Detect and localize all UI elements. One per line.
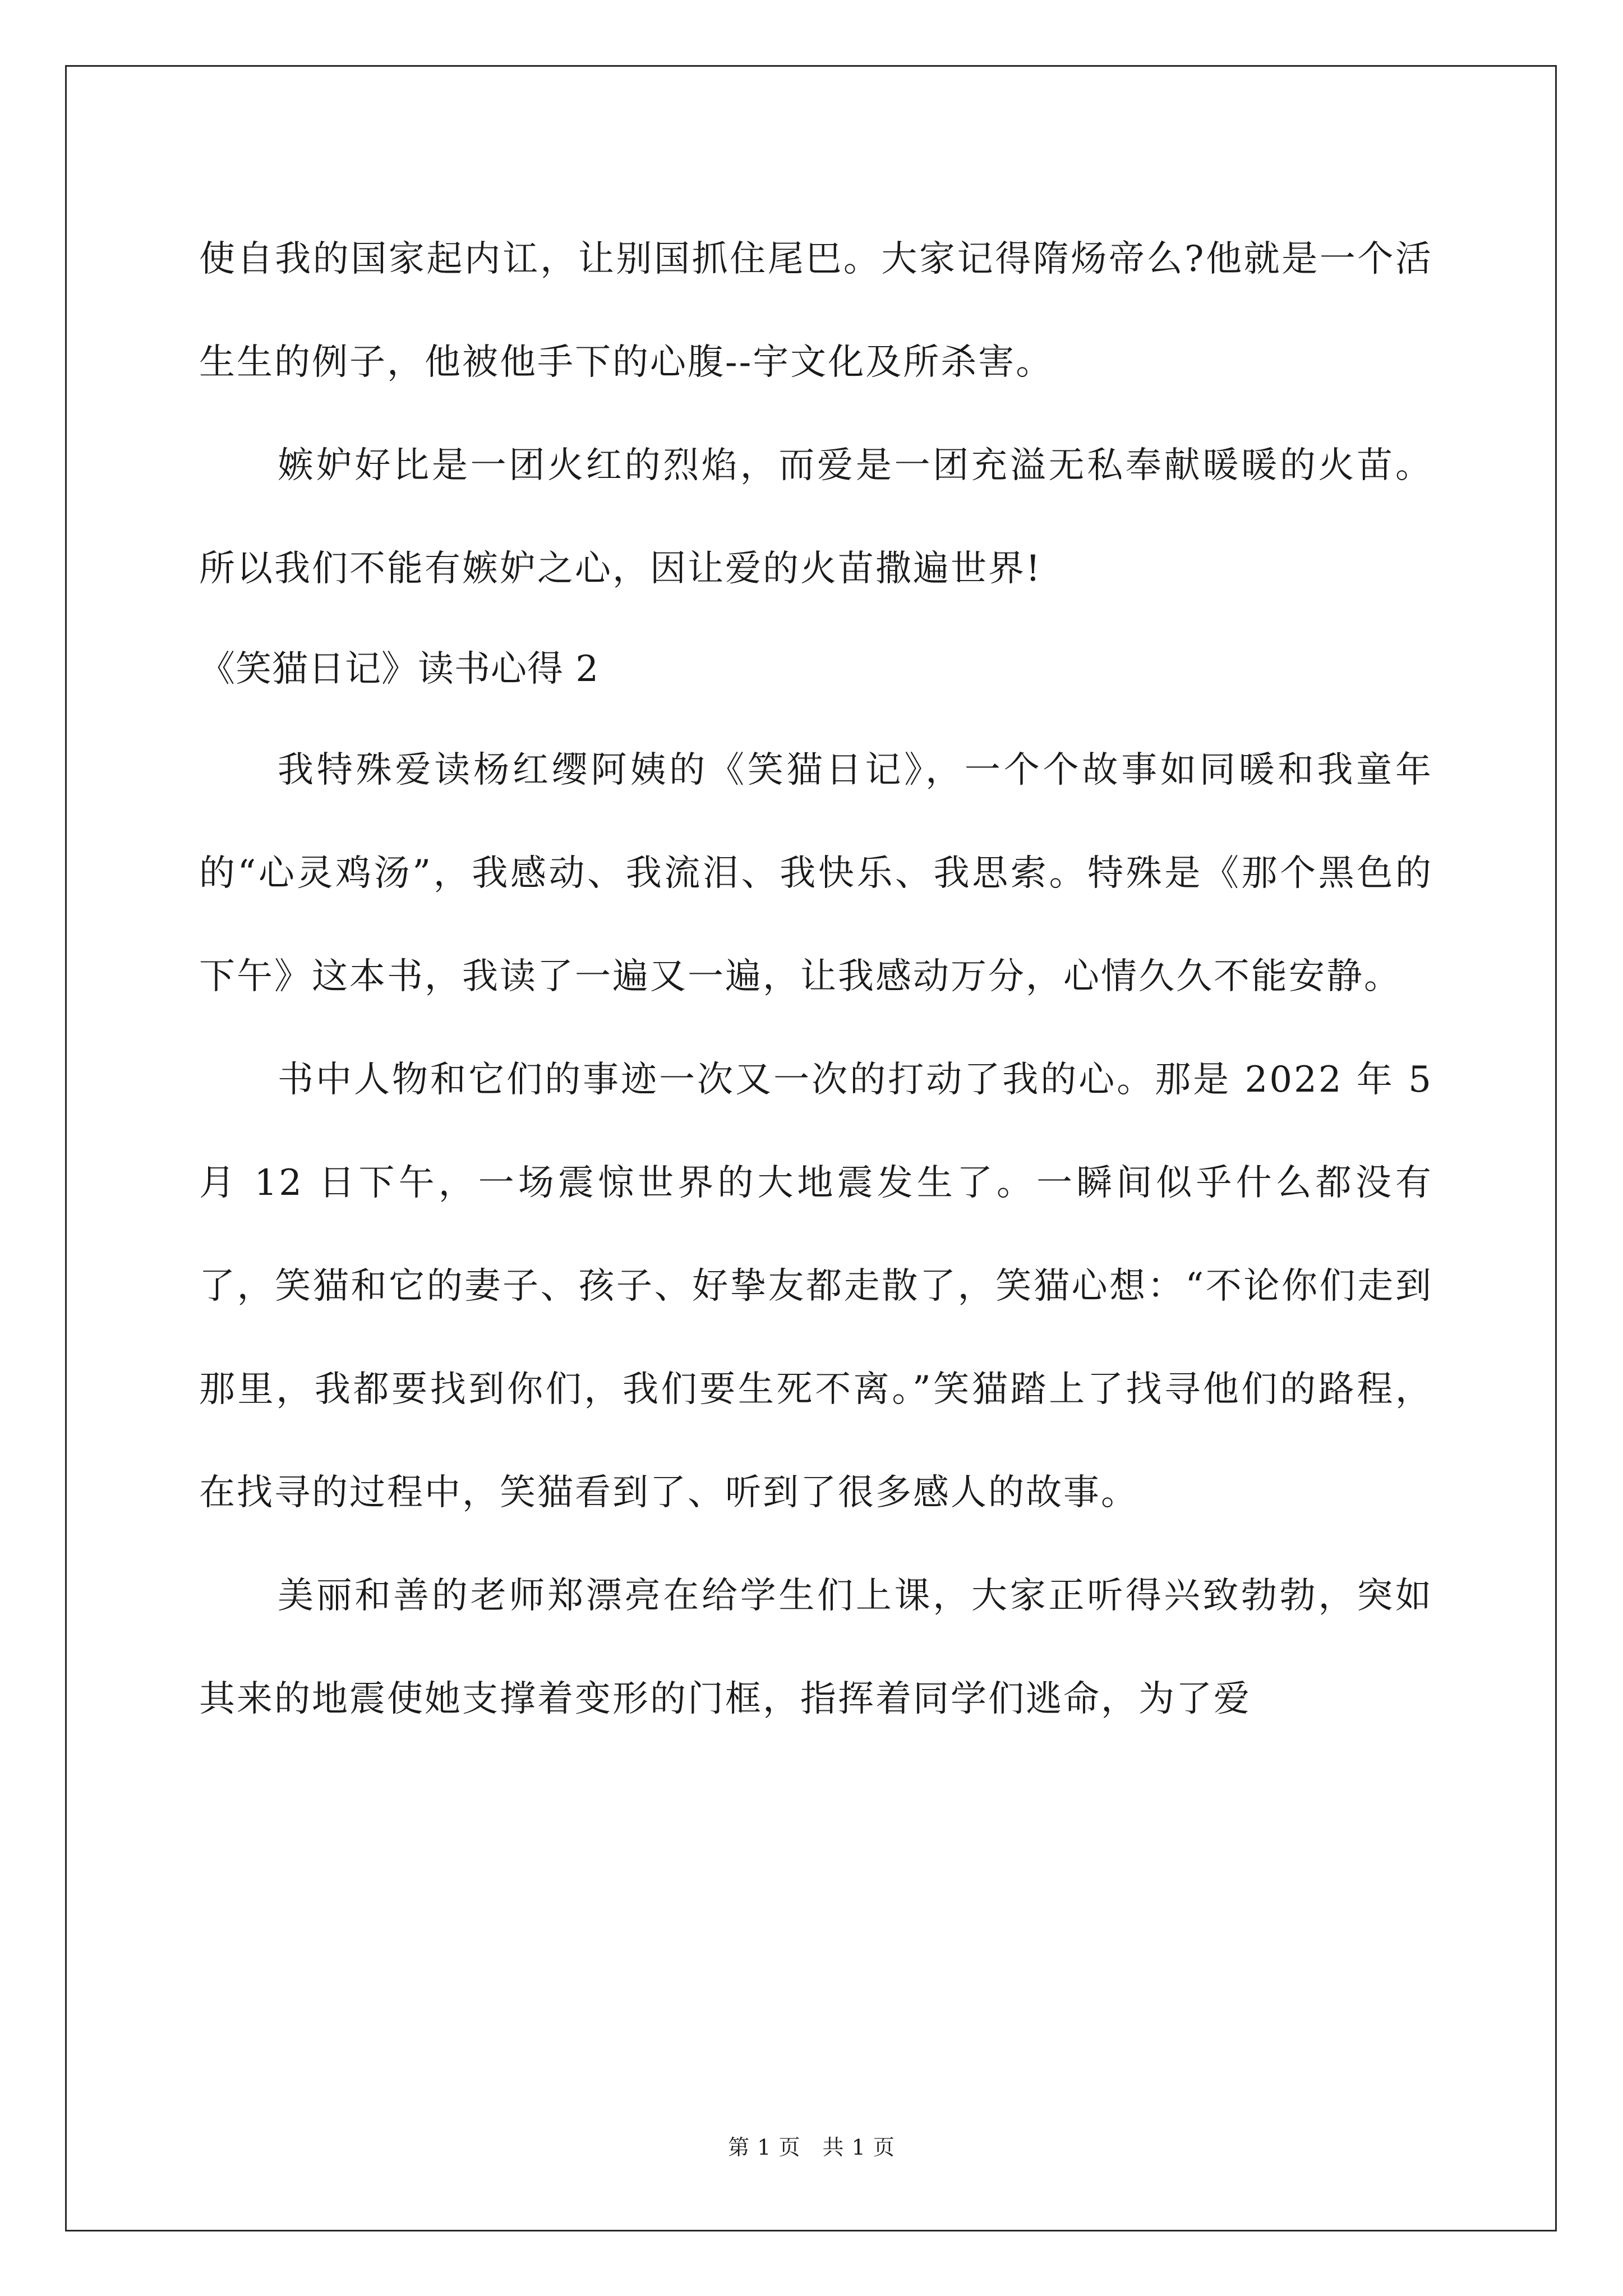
paragraph: 美丽和善的老师郑漂亮在给学生们上课，大家正听得兴致勃勃，突如其来的地震使她支撑着变形的门框，指挥着同学们逃命，为了爱	[199, 1575, 1433, 1720]
paragraph: 嫉妒好比是一团火红的烈焰，而爱是一团充溢无私奉献暖暖的火苗。所以我们不能有嫉妒之心，因让爱的火苗撒遍世界!	[199, 445, 1433, 590]
paragraph: 书中人物和它们的事迹一次又一次的打动了我的心。那是 2022 年 5 月 12 日下午，一场震惊世界的大地震发生了。一瞬间似乎什么都没有了，笑猫和它的妻子、孩子、好挚友都走散了，笑猫心想：“不论你们走到那里，我都要找到你们，我们要生死不离。”笑猫踏上了找寻他们的路程，在找寻的过程中，笑猫看到了、听到了很多感人的故事。	[199, 1059, 1433, 1513]
document-body	[199, 208, 1433, 1751]
page-footer: 第 1 页 共 1 页	[728, 2135, 895, 2160]
section-heading: 《笑猫日记》读书心得 2	[199, 648, 600, 690]
paragraph: 我特殊爱读杨红缨阿姨的《笑猫日记》，一个个故事如同暖和我童年的“心灵鸡汤”，我感动、我流泪、我快乐、我思索。特殊是《那个黑色的下午》这本书，我读了一遍又一遍，让我感动万分，心情久久不能安静。	[199, 749, 1433, 997]
paragraph: 使自我的国家起内讧，让别国抓住尾巴。大家记得隋炀帝么?他就是一个活生生的例子，他被他手下的心腹--宇文化及所杀害。	[199, 238, 1433, 383]
